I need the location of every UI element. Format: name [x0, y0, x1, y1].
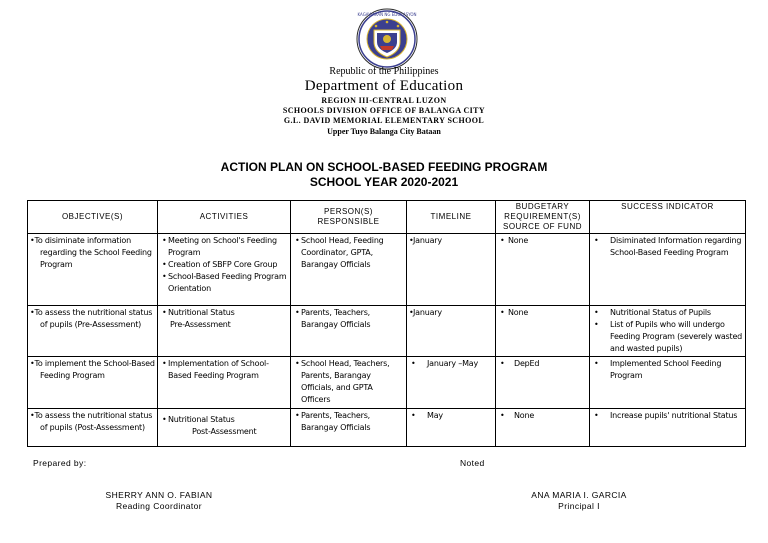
persons-text: School Head, Teachers, Parents, Barangay Officials, and GPTA Officers — [301, 359, 390, 404]
bullet-icon: • — [295, 411, 300, 420]
bullet-icon: • — [500, 359, 505, 368]
school-line: G.L. DAVID MEMORIAL ELEMENTARY SCHOOL — [283, 116, 485, 125]
bullet-icon: • — [594, 236, 599, 245]
bullet-icon: • — [411, 411, 416, 420]
activities-cell — [158, 306, 291, 357]
list-item — [293, 307, 404, 331]
department-line: Department of Education — [304, 78, 464, 94]
bullet-icon: • — [594, 308, 599, 317]
timeline-text: January — [413, 308, 442, 317]
activity-text: Nutritional Status — [168, 308, 235, 317]
header-budget — [496, 201, 590, 234]
success-text: Increase pupils' nutritional Status — [610, 411, 738, 420]
persons-cell — [291, 357, 407, 409]
timeline-cell — [407, 357, 496, 409]
activity-text: Creation of SBFP Core Group — [168, 260, 278, 269]
activity-text: Meeting on School's Feeding Program — [168, 236, 277, 257]
list-item — [498, 307, 587, 319]
success-cell — [590, 357, 746, 409]
timeline-text: January –May — [427, 359, 479, 368]
list-item — [592, 307, 743, 319]
prepared-by-label: Prepared by: — [33, 458, 87, 468]
bullet-icon: • — [162, 260, 167, 269]
list-item — [160, 358, 288, 382]
objective-text: •To implement the School-Based Feeding Program — [30, 359, 155, 380]
objective-cell — [28, 306, 158, 357]
list-item — [498, 410, 587, 422]
list-item — [409, 235, 493, 247]
persons-cell — [291, 306, 407, 357]
timeline-text: January — [413, 236, 442, 245]
header-activities: ACTIVITIES — [158, 201, 291, 234]
bullet-icon: • — [409, 236, 414, 245]
republic-line: Republic of the Philippines — [329, 66, 439, 77]
list-item — [160, 307, 288, 319]
list-item — [160, 235, 288, 259]
header-budget-line2: REQUIREMENT(S) — [504, 212, 581, 221]
bullet-icon: • — [295, 359, 300, 368]
timeline-cell — [407, 409, 496, 447]
bullet-icon: • — [594, 411, 599, 420]
timeline-text: May — [427, 411, 443, 420]
preparer-signature-block — [98, 490, 220, 511]
persons-text: School Head, Feeding Coordinator, GPTA, Barangay Officials — [301, 236, 384, 269]
table-row — [28, 234, 746, 306]
list-item — [498, 235, 587, 247]
bullet-icon: • — [500, 236, 505, 245]
noted-label: Noted — [460, 458, 485, 468]
list-item — [498, 358, 587, 370]
bullet-icon: • — [162, 359, 167, 368]
budget-text: None — [514, 411, 535, 420]
budget-text: None — [508, 236, 529, 245]
persons-cell — [291, 409, 407, 447]
activity-text: Post-Assessment — [192, 427, 257, 436]
bullet-icon: • — [295, 236, 300, 245]
persons-text: Parents, Teachers, Barangay Officials — [301, 411, 371, 432]
budget-text: None — [508, 308, 529, 317]
bullet-icon: • — [411, 359, 416, 368]
activities-cell — [158, 409, 291, 447]
bullet-icon: • — [500, 308, 505, 317]
list-item — [293, 235, 404, 271]
success-cell — [590, 409, 746, 447]
activity-text: Implementation of School-Based Feeding Program — [168, 359, 269, 380]
division-line: SCHOOLS DIVISION OFFICE OF BALANGA CITY — [282, 106, 486, 115]
header-budget-line3: SOURCE OF FUND — [503, 222, 582, 231]
list-item — [592, 358, 743, 382]
activities-cell — [158, 357, 291, 409]
table-row — [28, 306, 746, 357]
header-persons-line2: RESPONSIBLE — [317, 217, 380, 226]
bullet-icon: • — [162, 415, 167, 424]
table-row — [28, 409, 746, 447]
preparer-role: Reading Coordinator — [115, 501, 203, 511]
header-success: SUCCESS INDICATOR — [590, 201, 746, 234]
success-text: List of Pupils who will undergo Feeding Program (severely wasted and wasted pupils) — [610, 320, 743, 353]
school-year-title: SCHOOL YEAR 2020-2021 — [309, 175, 459, 189]
persons-cell — [291, 234, 407, 306]
seal-text: KAGAWARAN NG EDUKASYON — [357, 12, 417, 17]
table-row — [28, 357, 746, 409]
success-text: Disiminated Information regarding School-Based Feeding Program — [610, 236, 742, 257]
header-timeline: TIMELINE — [407, 201, 496, 234]
objective-text: •To disiminate information regarding the School Feeding Program — [30, 236, 152, 269]
list-item — [160, 319, 288, 331]
budget-cell — [496, 357, 590, 409]
bullet-icon: • — [409, 308, 414, 317]
budget-cell — [496, 409, 590, 447]
list-item — [592, 319, 743, 355]
header-budget-line1: BUDGETARY — [515, 202, 570, 211]
action-plan-table — [27, 200, 746, 447]
header-persons — [291, 201, 407, 234]
list-item — [293, 358, 404, 406]
list-item — [160, 414, 288, 426]
budget-cell — [496, 306, 590, 357]
document-title: ACTION PLAN ON SCHOOL-BASED FEEDING PROGRAM — [220, 160, 548, 174]
objective-text: •To assess the nutritional status of pupils (Pre-Assessment) — [30, 308, 153, 329]
bullet-icon: • — [162, 272, 167, 281]
bullet-icon: • — [162, 236, 167, 245]
list-item — [409, 410, 493, 422]
objective-cell — [28, 409, 158, 447]
list-item — [409, 358, 493, 370]
objective-cell — [28, 234, 158, 306]
activity-text: Pre-Assessment — [170, 320, 231, 329]
list-item — [592, 410, 743, 422]
list-item — [409, 307, 493, 319]
list-item — [592, 235, 743, 259]
list-item — [160, 271, 288, 295]
noter-role: Principal I — [558, 501, 600, 511]
persons-text: Parents, Teachers, Barangay Officials — [301, 308, 371, 329]
bullet-icon: • — [295, 308, 300, 317]
bullet-icon: • — [162, 308, 167, 317]
bullet-icon: • — [594, 359, 599, 368]
deped-seal-icon — [356, 8, 418, 70]
objective-cell — [28, 357, 158, 409]
activity-text: Nutritional Status — [168, 415, 235, 424]
header-persons-line1: PERSON(S) — [324, 207, 373, 216]
success-text: Nutritional Status of Pupils — [610, 308, 711, 317]
success-cell — [590, 306, 746, 357]
timeline-cell — [407, 234, 496, 306]
list-item — [160, 426, 288, 438]
activities-cell — [158, 234, 291, 306]
noter-signature-block — [522, 490, 636, 511]
activity-text: School-Based Feeding Program Orientation — [168, 272, 287, 293]
budget-text: DepEd — [514, 359, 540, 368]
list-item — [160, 259, 288, 271]
address-line: Upper Tuyo Balanga City Bataan — [327, 127, 441, 136]
objective-text: •To assess the nutritional status of pupils (Post-Assessment) — [30, 411, 153, 432]
success-cell — [590, 234, 746, 306]
list-item — [293, 410, 404, 434]
region-line: REGION III-CENTRAL LUZON — [321, 96, 447, 105]
bullet-icon: • — [594, 320, 599, 329]
bullet-icon: • — [500, 411, 505, 420]
timeline-cell — [407, 306, 496, 357]
success-text: Implemented School Feeding Program — [610, 359, 722, 380]
table-header-row — [28, 201, 746, 234]
header-objectives: OBJECTIVE(S) — [28, 201, 158, 234]
preparer-name: SHERRY ANN O. FABIAN — [105, 490, 213, 500]
budget-cell — [496, 234, 590, 306]
noter-name: ANA MARIA I. GARCIA — [531, 490, 627, 500]
